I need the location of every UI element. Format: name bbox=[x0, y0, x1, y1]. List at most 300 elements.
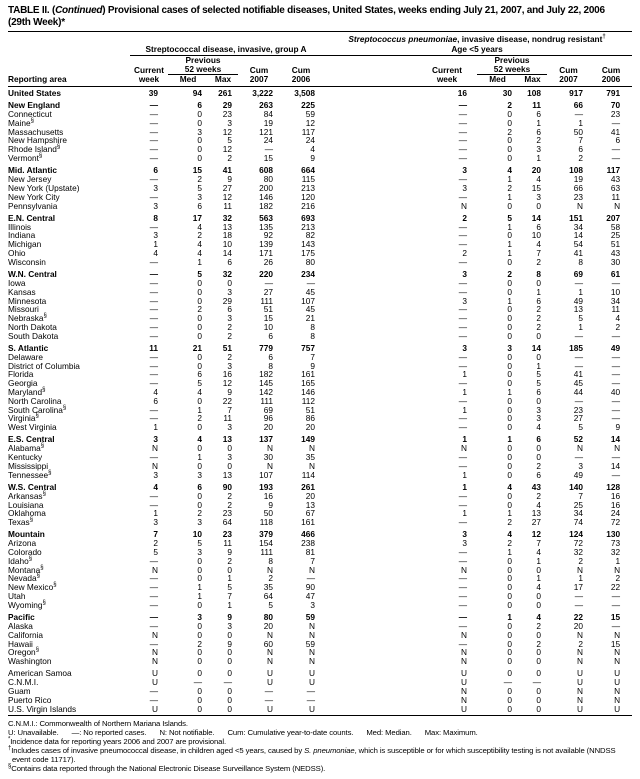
g1-med-value: 3 bbox=[197, 126, 202, 137]
spacer-cell bbox=[322, 601, 417, 610]
spacer-cell bbox=[322, 136, 417, 145]
g2-current-week-value: N bbox=[461, 694, 467, 705]
g1-cum-2006-value: 466 bbox=[301, 529, 315, 540]
g1-med-value: 0 bbox=[197, 286, 202, 297]
g2-cum-2007-value: 5 bbox=[578, 313, 583, 324]
footnote-section: §Contains data reported through the National Electronic Disease Surveillance System (NEDSS). bbox=[8, 763, 326, 774]
g2-cum-2007-value: 41 bbox=[573, 369, 583, 380]
g1-med-value: 0 bbox=[197, 656, 202, 667]
g1-cum-2007-value: N bbox=[267, 443, 273, 454]
reporting-area-name: Idaho bbox=[8, 555, 29, 566]
reporting-area-header: Reporting area bbox=[8, 35, 130, 86]
g1-current-week-value: — bbox=[149, 499, 158, 510]
spacer-cell bbox=[322, 240, 417, 249]
g2-cum-2007-value: N bbox=[577, 443, 583, 454]
g2-cum-2007-value: N bbox=[577, 200, 583, 211]
g1-cum-2006-value: 7 bbox=[310, 555, 315, 566]
g1-cum-2006-value: 86 bbox=[305, 413, 315, 424]
g1-cum-2007-value: — bbox=[264, 144, 273, 155]
g2-current-week-value: N bbox=[461, 200, 467, 211]
g2-max-value: 3 bbox=[536, 191, 541, 202]
g1-max-value: 22 bbox=[222, 395, 232, 406]
g1-max-value: 9 bbox=[227, 638, 232, 649]
g2-cum-2007-value: 1 bbox=[578, 117, 583, 128]
g2-max-value: 43 bbox=[531, 481, 541, 492]
g2-med-value: 1 bbox=[507, 221, 512, 232]
g1-med-value: 4 bbox=[197, 239, 202, 250]
g1-max-value: 9 bbox=[227, 387, 232, 397]
g2-cum-2007-value: 3 bbox=[578, 460, 583, 471]
g2-max-value: 3 bbox=[536, 144, 541, 155]
g2-max-value: 6 bbox=[536, 221, 541, 232]
g1-current-week-value: U bbox=[152, 703, 158, 714]
g1-current-week-value: — bbox=[149, 221, 158, 232]
reporting-area-name: American Samoa bbox=[8, 668, 72, 679]
dagger-marker: † bbox=[602, 34, 606, 41]
g2-cum-2006-value: 32 bbox=[610, 547, 621, 558]
g2-current-week-value: N bbox=[461, 686, 467, 696]
reporting-area-name: Ohio bbox=[8, 248, 26, 259]
reporting-area-name: Puerto Rico bbox=[8, 694, 52, 705]
g1-max-value: 6 bbox=[227, 256, 232, 267]
g1-cum-2006-value: 117 bbox=[301, 126, 315, 137]
g2-cum-2006-value: 791 bbox=[606, 88, 621, 98]
g1-current-week-value: N bbox=[152, 656, 158, 667]
g1-med-value: 15 bbox=[192, 165, 202, 176]
g1-med-value: 0 bbox=[197, 360, 202, 371]
g1-max-value: 23 bbox=[222, 508, 232, 519]
g1-cum-2007-value: 15 bbox=[263, 313, 273, 324]
g1-cum-2006-value: 67 bbox=[305, 508, 315, 519]
reporting-area-name: North Carolina bbox=[8, 395, 62, 406]
g1-max-value: 0 bbox=[227, 460, 232, 471]
g1-cum-2006-value: N bbox=[309, 443, 315, 454]
g2-med-value: 1 bbox=[507, 239, 512, 250]
g1-cum-2006-value: 8 bbox=[310, 330, 315, 341]
g2-current-week-value: 2 bbox=[462, 212, 467, 223]
g2-current-week-value: — bbox=[458, 239, 467, 250]
g1-med-value: 17 bbox=[192, 212, 202, 223]
g1-current-week-value: — bbox=[149, 256, 158, 267]
g1-med-value: 4 bbox=[197, 248, 202, 259]
spacer-cell bbox=[322, 509, 417, 518]
reporting-area-name: S. Atlantic bbox=[8, 343, 49, 354]
g1-max-value: 16 bbox=[222, 369, 232, 380]
spacer-cell bbox=[322, 323, 417, 332]
g1-max-value: 11 bbox=[223, 538, 232, 549]
g2-current-week-value: — bbox=[458, 422, 467, 433]
g2-cum-2006-value: 2 bbox=[615, 321, 621, 332]
g2-current-week-value: N bbox=[461, 629, 467, 640]
reporting-area-name: Washington bbox=[8, 656, 52, 667]
g2-max-value: 3 bbox=[536, 404, 541, 415]
table-row bbox=[8, 258, 632, 267]
g2-cum-2007-value: 32 bbox=[573, 547, 583, 558]
g2-current-week-value: 1 bbox=[462, 469, 467, 480]
g2-med-value: 0 bbox=[507, 460, 512, 471]
g2-max-value: 6 bbox=[536, 434, 541, 445]
g1-max-value: 3 bbox=[227, 313, 232, 324]
reporting-area-name: New York City bbox=[8, 191, 60, 202]
g1-med-value: 1 bbox=[197, 591, 202, 602]
g2-med-value: 0 bbox=[507, 369, 512, 380]
reporting-area-name: Alabama bbox=[8, 443, 41, 454]
g2-med-value: 2 bbox=[507, 182, 512, 193]
g2-cum-2006-value: 40 bbox=[610, 387, 621, 397]
g1-med-value: 0 bbox=[197, 109, 202, 120]
g1-cum-2007-value: U bbox=[267, 703, 273, 714]
g2-med-value: 5 bbox=[507, 212, 512, 223]
g1-med-value: 0 bbox=[197, 647, 202, 658]
g2-cum-2006-value: N bbox=[614, 656, 621, 667]
g1-current-week-value: — bbox=[149, 277, 158, 288]
g2-cum-2006-value: — bbox=[611, 413, 621, 424]
g1-max-value: 0 bbox=[227, 686, 232, 696]
g1-current-week-value: — bbox=[149, 404, 158, 415]
g2-current-week-value: U bbox=[461, 703, 467, 714]
g2-med-value: 0 bbox=[507, 694, 512, 705]
reporting-area-name: Massachusetts bbox=[8, 126, 64, 137]
g2-cum-2007-value: — bbox=[574, 599, 583, 610]
g1-cum-2007-value: 50 bbox=[263, 508, 273, 519]
g2-max-value: 0 bbox=[536, 591, 541, 602]
g1-cum-2007-value: 146 bbox=[259, 191, 273, 202]
g1-cum-2007-value: U bbox=[267, 668, 273, 679]
g1-cum-2006-value: 107 bbox=[301, 295, 315, 306]
g2-cum-2007-value: — bbox=[574, 452, 583, 463]
reporting-area-name: Missouri bbox=[8, 304, 39, 315]
g1-cum-2007-header: Cum 2007 bbox=[238, 55, 280, 86]
g1-current-week-value: — bbox=[149, 313, 158, 324]
g2-cum-2006-value: U bbox=[614, 677, 621, 688]
g1-current-week-value: 3 bbox=[153, 517, 158, 528]
reporting-area-name: C.N.M.I. bbox=[8, 677, 39, 688]
g2-max-value: 3 bbox=[536, 413, 541, 424]
g2-cum-2007-value: 23 bbox=[573, 191, 583, 202]
g1-cum-2007-value: 20 bbox=[263, 620, 273, 631]
g1-max-value: 23 bbox=[222, 109, 232, 120]
g2-cum-2006-value: 51 bbox=[610, 239, 621, 250]
g1-med-value: 0 bbox=[197, 573, 202, 584]
g1-current-week-value: U bbox=[152, 668, 158, 679]
footnote-dagger: †Includes cases of invasive pneumococcal disease, in children aged <5 years, caused by S. pneumoniae, which is susceptible or for which susceptibility testing is not available (NNDSS event code 11717). bbox=[8, 745, 616, 765]
g1-max-value: 0 bbox=[227, 694, 232, 705]
g2-max-value: 6 bbox=[536, 295, 541, 306]
g2-med-value: 0 bbox=[507, 404, 512, 415]
g2-med-value: 0 bbox=[507, 117, 512, 128]
spacer-cell bbox=[322, 305, 417, 314]
g1-cum-2006-value: U bbox=[309, 668, 315, 679]
g1-cum-2007-value: 3,222 bbox=[252, 88, 273, 98]
g1-current-week-value: 1 bbox=[153, 422, 158, 433]
g2-max-value: 2 bbox=[536, 135, 541, 146]
reporting-area-name: Virginia bbox=[8, 413, 36, 424]
g2-max-value: 0 bbox=[536, 564, 541, 575]
reporting-area-name: Pacific bbox=[8, 612, 35, 623]
g1-cum-2007-value: 182 bbox=[259, 200, 273, 211]
g2-max-value: 5 bbox=[536, 369, 541, 380]
g2-max-value: 4 bbox=[536, 499, 541, 510]
spacer-cell bbox=[322, 453, 417, 462]
g1-cum-2006-value: N bbox=[309, 620, 315, 631]
g2-cum-2006-value: 25 bbox=[610, 230, 621, 241]
g1-cum-2006-value: 13 bbox=[305, 499, 315, 510]
g1-cum-2007-value: 80 bbox=[263, 174, 273, 185]
reporting-area-name: New Mexico bbox=[8, 582, 54, 593]
g1-max-value: 12 bbox=[222, 126, 232, 137]
reporting-area-name: Wisconsin bbox=[8, 256, 46, 267]
g1-cum-2006-value: 161 bbox=[301, 517, 315, 528]
g1-current-week-value: 2 bbox=[153, 538, 158, 549]
g1-cum-2006-value: 12 bbox=[305, 117, 315, 128]
g1-max-value: 64 bbox=[222, 517, 232, 528]
g1-current-week-value: — bbox=[149, 295, 158, 306]
g2-current-week-value: — bbox=[458, 117, 467, 128]
g1-cum-2007-value: N bbox=[267, 460, 273, 471]
g1-current-week-value: — bbox=[149, 620, 158, 631]
g2-cum-2006-value: 15 bbox=[610, 638, 621, 649]
reporting-area-name: New England bbox=[8, 100, 61, 111]
g1-cum-2007-value: 139 bbox=[259, 239, 273, 250]
g2-max-value: 2 bbox=[536, 460, 541, 471]
g2-cum-2007-value: 17 bbox=[573, 582, 583, 593]
g2-current-week-header: Current week bbox=[417, 55, 477, 86]
g2-med-value: 0 bbox=[507, 230, 512, 241]
g1-current-week-value: 1 bbox=[153, 508, 158, 519]
g2-med-value: 0 bbox=[507, 360, 512, 371]
table-row bbox=[8, 518, 632, 527]
g2-cum-2007-value: — bbox=[574, 330, 583, 341]
g2-cum-2007-value: 5 bbox=[578, 422, 583, 433]
state-footnote-marker: § bbox=[36, 573, 40, 580]
g1-max-value: 0 bbox=[227, 277, 232, 288]
g1-max-value: 261 bbox=[218, 88, 232, 98]
g2-med-value: — bbox=[503, 677, 512, 688]
g2-med-value: 0 bbox=[507, 668, 512, 679]
g2-current-week-value: 1 bbox=[462, 404, 467, 415]
g1-cum-2006-value: 80 bbox=[305, 256, 315, 267]
g2-cum-2007-value: 7 bbox=[578, 135, 583, 146]
state-footnote-marker: § bbox=[29, 517, 34, 524]
g2-cum-2007-value: 140 bbox=[569, 481, 583, 492]
g1-cum-2007-value: 10 bbox=[263, 321, 273, 332]
spacer-cell bbox=[322, 696, 417, 705]
g2-current-week-value: — bbox=[458, 330, 467, 341]
g2-max-value: 1 bbox=[536, 286, 541, 297]
g2-current-week-value: — bbox=[458, 599, 467, 610]
g2-med-value: 0 bbox=[507, 330, 512, 341]
g2-max-value: 2 bbox=[536, 638, 541, 649]
spacer-cell bbox=[322, 279, 417, 288]
g2-cum-2006-value: 6 bbox=[615, 135, 621, 146]
group1-header: Streptococcal disease, invasive, group A bbox=[130, 35, 322, 55]
g2-max-header: Max bbox=[518, 75, 547, 87]
g2-cum-2006-value: N bbox=[614, 629, 621, 640]
g2-med-value: 0 bbox=[507, 200, 512, 211]
g2-cum-2006-value: 1 bbox=[615, 555, 621, 566]
g1-cum-2006-header: Cum 2006 bbox=[280, 55, 322, 86]
g2-cum-2006-value: — bbox=[611, 117, 621, 128]
g2-cum-2007-value: 19 bbox=[573, 174, 583, 185]
g2-cum-2006-value: — bbox=[611, 404, 621, 415]
g1-cum-2006-value: 3,508 bbox=[294, 88, 315, 98]
g2-max-value: 14 bbox=[531, 343, 541, 354]
g2-current-week-value: — bbox=[458, 135, 467, 146]
reporting-area-name: Maryland bbox=[8, 387, 43, 397]
g1-max-value: 2 bbox=[227, 330, 232, 341]
g2-cum-2006-value: — bbox=[611, 452, 621, 463]
reporting-area-name: Arkansas bbox=[8, 490, 43, 501]
g1-current-week-value: 3 bbox=[153, 469, 158, 480]
spacer-cell bbox=[322, 297, 417, 306]
g1-current-week-value: — bbox=[149, 330, 158, 341]
g1-cum-2006-value: N bbox=[309, 647, 315, 658]
g1-max-value: 14 bbox=[222, 248, 232, 259]
g1-max-value: 9 bbox=[227, 612, 232, 623]
g1-cum-2007-value: 135 bbox=[259, 221, 273, 232]
g1-cum-2006-value: 21 bbox=[305, 313, 315, 324]
g2-current-week-value: — bbox=[458, 304, 467, 315]
g1-max-header: Max bbox=[208, 75, 238, 87]
g2-max-value: 0 bbox=[536, 656, 541, 667]
reporting-area-name: Michigan bbox=[8, 239, 42, 250]
g2-med-value: 0 bbox=[507, 304, 512, 315]
g1-max-value: 0 bbox=[227, 564, 232, 575]
g1-cum-2006-value: 59 bbox=[305, 612, 315, 623]
g1-cum-2006-value: 216 bbox=[301, 200, 315, 211]
g2-current-week-value: 1 bbox=[462, 508, 467, 519]
g2-max-value: 2 bbox=[536, 620, 541, 631]
spacer-cell bbox=[322, 640, 417, 649]
reporting-area-name: District of Columbia bbox=[8, 360, 80, 371]
g1-current-week-value: — bbox=[149, 378, 158, 389]
g2-max-value: 2 bbox=[536, 256, 541, 267]
g2-cum-2006-value: 41 bbox=[610, 126, 621, 137]
g2-med-value: 0 bbox=[507, 499, 512, 510]
g1-med-value: 0 bbox=[197, 330, 202, 341]
table-body bbox=[8, 86, 632, 716]
g1-max-value: 12 bbox=[222, 191, 232, 202]
reporting-area-name: Louisiana bbox=[8, 499, 44, 510]
g1-med-value: 0 bbox=[197, 321, 202, 332]
spacer-cell bbox=[322, 163, 417, 175]
g2-cum-2007-value: 108 bbox=[569, 165, 583, 176]
spacer-cell bbox=[322, 666, 417, 678]
g1-max-value: 1 bbox=[227, 599, 232, 610]
g1-current-week-value: — bbox=[149, 304, 158, 315]
g2-current-week-value: 1 bbox=[462, 387, 467, 397]
g2-current-week-value: U bbox=[461, 677, 467, 688]
g1-max-value: 2 bbox=[227, 499, 232, 510]
g1-cum-2006-value: 115 bbox=[301, 174, 315, 185]
g1-med-value: 0 bbox=[197, 694, 202, 705]
g2-cum-2006-value: 128 bbox=[606, 481, 621, 492]
g2-max-value: 10 bbox=[531, 230, 541, 241]
g1-cum-2006-value: 120 bbox=[301, 191, 315, 202]
g2-cum-2006-value: N bbox=[614, 647, 621, 658]
g1-max-value: 12 bbox=[222, 144, 232, 155]
g1-current-week-value: — bbox=[149, 117, 158, 128]
g2-current-week-value: — bbox=[458, 174, 467, 185]
g1-med-value: 1 bbox=[197, 452, 202, 463]
g1-med-value: 0 bbox=[197, 686, 202, 696]
g2-cum-2006-value: — bbox=[611, 330, 621, 341]
g2-current-week-value: — bbox=[458, 547, 467, 558]
g1-max-value: 29 bbox=[222, 100, 232, 111]
g1-cum-2006-value: 59 bbox=[305, 109, 315, 120]
g1-cum-2007-value: 8 bbox=[268, 360, 273, 371]
spacer-cell bbox=[322, 341, 417, 353]
g2-cum-2007-value: 22 bbox=[573, 612, 583, 623]
g2-cum-2006-value: 73 bbox=[610, 538, 621, 549]
g2-max-value: 4 bbox=[536, 174, 541, 185]
g2-cum-2007-value: 2 bbox=[578, 555, 583, 566]
reporting-area-name: New Hampshire bbox=[8, 135, 68, 146]
g1-max-value: 9 bbox=[227, 547, 232, 558]
g1-cum-2007-value: 154 bbox=[259, 538, 273, 549]
g2-med-value: 1 bbox=[507, 387, 512, 397]
g2-cum-2007-value: 1 bbox=[578, 286, 583, 297]
g1-med-value: 0 bbox=[197, 351, 202, 362]
footnote-cnmi: C.N.M.I.: Commonwealth of Northern Mariana Islands. bbox=[8, 719, 188, 729]
g2-med-value: 0 bbox=[507, 582, 512, 593]
g2-med-value: 0 bbox=[507, 629, 512, 640]
g1-med-value: 3 bbox=[197, 469, 202, 480]
g1-med-value: 4 bbox=[197, 434, 202, 445]
g2-med-value: 0 bbox=[507, 686, 512, 696]
g1-max-value: 11 bbox=[223, 413, 232, 424]
spacer-cell bbox=[322, 267, 417, 279]
g1-cum-2007-value: 563 bbox=[259, 212, 273, 223]
spacer-cell bbox=[322, 258, 417, 267]
g2-current-week-value: — bbox=[458, 573, 467, 584]
g1-cum-2007-value: 15 bbox=[263, 153, 273, 164]
table-row bbox=[8, 210, 632, 222]
g2-max-value: 2 bbox=[536, 313, 541, 324]
g2-cum-2007-value: 44 bbox=[573, 387, 583, 397]
g2-med-value: 1 bbox=[507, 295, 512, 306]
state-footnote-marker: § bbox=[48, 469, 52, 476]
g2-current-week-value: — bbox=[458, 499, 467, 510]
g2-cum-2007-value: N bbox=[577, 647, 583, 658]
g2-current-week-value: N bbox=[461, 656, 467, 667]
reporting-area-name: Delaware bbox=[8, 351, 44, 362]
g2-max-value: 0 bbox=[536, 629, 541, 640]
g1-med-value: 0 bbox=[197, 629, 202, 640]
reporting-area-name: Georgia bbox=[8, 378, 38, 389]
g1-cum-2007-value: 171 bbox=[259, 248, 273, 259]
reporting-area-name: Montana bbox=[8, 564, 41, 575]
g2-cum-2007-value: 45 bbox=[573, 378, 583, 389]
spacer-cell bbox=[322, 622, 417, 631]
g2-cum-2006-value: — bbox=[611, 153, 621, 164]
g2-med-value: 0 bbox=[507, 620, 512, 631]
reporting-area-name: New York (Upstate) bbox=[8, 182, 80, 193]
g1-max-value: 2 bbox=[227, 555, 232, 566]
g1-cum-2006-value: 9 bbox=[310, 360, 315, 371]
table-row bbox=[8, 471, 632, 480]
g1-current-week-value: N bbox=[152, 564, 158, 575]
g2-cum-2007-value: 25 bbox=[573, 499, 583, 510]
g1-cum-2007-value: 2 bbox=[268, 573, 273, 584]
g1-cum-2006-value: 143 bbox=[301, 239, 315, 250]
g1-max-value: 13 bbox=[222, 434, 232, 445]
group2-header: Streptococcus pneumoniae, invasive disease, nondrug resistant† Age <5 years bbox=[322, 35, 632, 55]
g2-current-week-value: 3 bbox=[462, 343, 467, 354]
g2-cum-2006-value: 4 bbox=[615, 313, 621, 324]
g2-cum-2006-value: N bbox=[614, 443, 621, 454]
g2-current-week-value: N bbox=[461, 443, 467, 454]
